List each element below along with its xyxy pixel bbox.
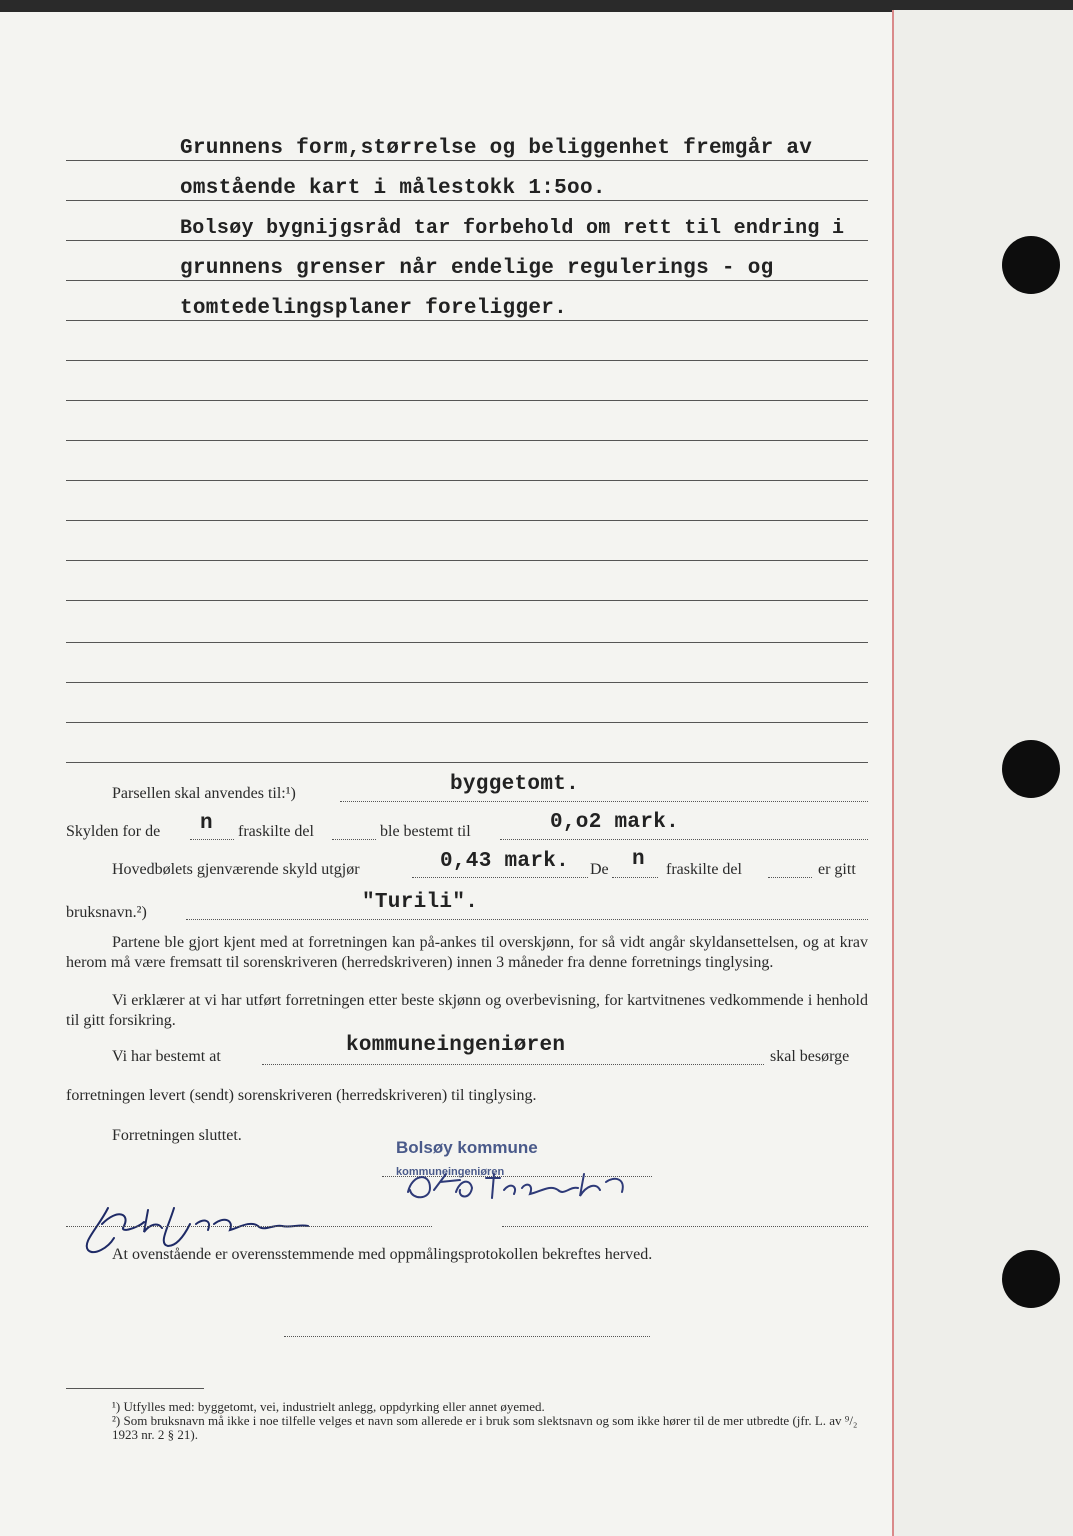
punch-hole	[1002, 1250, 1060, 1308]
signature-line	[66, 1225, 432, 1227]
ruled-line	[66, 360, 868, 361]
de-label: De	[590, 861, 609, 878]
bestemt-label: ble bestemt til	[380, 823, 471, 840]
margin-line	[892, 10, 894, 1536]
ruled-line	[66, 762, 868, 763]
bruksnavn-value: "Turili".	[362, 891, 479, 914]
signature-otto	[400, 1160, 640, 1210]
body-line-5: tomtedelingsplaner foreligger.	[180, 297, 568, 320]
ruled-line	[66, 520, 868, 521]
bruksnavn-label: bruksnavn.²)	[66, 904, 147, 921]
fill-line	[186, 918, 868, 920]
skylden-label: Skylden for de	[66, 823, 161, 840]
ruled-line	[66, 560, 868, 561]
ruled-line	[66, 280, 868, 281]
hovedbolets-value: 0,43 mark.	[440, 850, 570, 873]
fraskilte-label: fraskilte del	[238, 823, 314, 840]
body-line-3: Bolsøy bygnijgsråd tar forbehold om rett til endring i	[180, 217, 845, 240]
ruled-line	[66, 600, 868, 601]
body-line-1: Grunnens form,størrelse og beliggenhet fremgår av	[180, 137, 813, 160]
declaration-paragraph: Vi erklærer at vi har utført forretningen etter beste skjønn og overbevisning, for kartvitnenes vedkommende i henhold til gitt forsikring.	[66, 992, 868, 1029]
punch-hole	[1002, 740, 1060, 798]
footnote-2: ²) Som bruksnavn må ikke i noe tilfelle velges et navn som allerede er i bruk som slektsnavn og som ikke hører til de mer utbredte (jfr. L. av ⁹/₂ 1923 nr. 2 § 21).	[112, 1413, 858, 1442]
fill-line	[262, 1063, 764, 1065]
ruled-line	[66, 480, 868, 481]
fill-line	[412, 876, 588, 878]
skylden-value: 0,o2 mark.	[550, 811, 680, 834]
sluttet-text: Forretningen sluttet.	[112, 1127, 242, 1144]
ruled-line	[66, 440, 868, 441]
confirmation-text: At ovenstående er overensstemmende med oppmålingsprotokollen bekreftes herved.	[112, 1246, 653, 1263]
fill-line	[190, 838, 234, 840]
appeal-paragraph: Partene ble gjort kjent med at forretningen kan på-ankes til overskjønn, for så vidt angår skyldansettelsen, og at krav herom må være fremsatt til sorenskriveren (herredskriveren) innen 3 måneder fra denne forretnings tinglysing.	[66, 934, 868, 971]
ruled-line	[66, 722, 868, 723]
fill-line	[340, 800, 868, 802]
bestemt-at-label: Vi har bestemt at	[112, 1048, 221, 1065]
fill-line	[500, 838, 868, 840]
ruled-line	[66, 160, 868, 161]
besorge-label: skal besørge	[770, 1048, 850, 1065]
fill-line	[332, 838, 376, 840]
hovedbolets-label: Hovedbølets gjenværende skyld utgjør	[112, 861, 360, 878]
ruled-line	[66, 240, 868, 241]
skylden-suffix: n	[200, 812, 213, 835]
punch-hole	[1002, 236, 1060, 294]
signature-line	[284, 1335, 650, 1337]
ruled-line	[66, 682, 868, 683]
stamp-title: kommuneingeniøren	[396, 1166, 505, 1178]
er-gitt-label: er gitt	[818, 861, 856, 878]
body-line-4: grunnens grenser når endelige regulerings - og	[180, 257, 774, 280]
fill-line	[612, 876, 658, 878]
fraskilte-label-2: fraskilte del	[666, 861, 742, 878]
parsellen-label: Parsellen skal anvendes til:¹)	[112, 785, 296, 802]
footnote-divider	[66, 1388, 204, 1389]
parsellen-value: byggetomt.	[450, 773, 580, 796]
ruled-line	[66, 400, 868, 401]
ruled-line	[66, 200, 868, 201]
de-value: n	[632, 848, 645, 871]
ruled-line	[66, 320, 868, 321]
levert-text: forretningen levert (sendt) sorenskriveren (herredskriveren) til tinglysing.	[66, 1087, 537, 1104]
bestemt-value: kommuneingeniøren	[346, 1034, 566, 1057]
footnote-1: ¹) Utfylles med: byggetomt, vei, industrielt anlegg, oppdyrking eller annet øyemed.	[112, 1399, 545, 1414]
body-line-2: omstående kart i målestokk 1:5oo.	[180, 177, 606, 200]
fill-line	[768, 876, 812, 878]
stamp-municipality: Bolsøy kommune	[396, 1138, 538, 1157]
signature-line	[502, 1225, 868, 1227]
ruled-line	[66, 642, 868, 643]
